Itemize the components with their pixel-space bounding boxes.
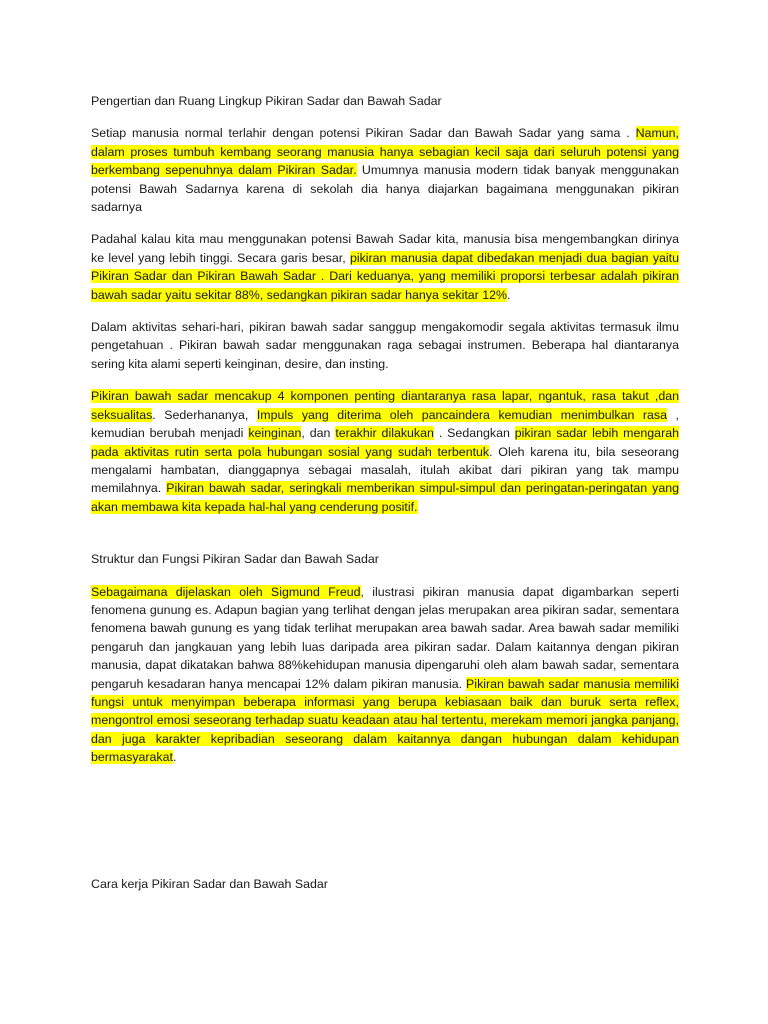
text-run: . [507, 287, 511, 302]
text-run: . Oleh karena itu, bila seseorang mengalami hambatan, dianggapnya sebagai masalah, itulah akibat dari pikiran yang tak mampu memilahnya. [91, 444, 679, 496]
highlighted-text: Pikiran bawah sadar manusia memiliki fungsi untuk menyimpan beberapa informasi yang berupa kebiasaan baik dan buruk serta reflex, mengontrol emosi seseorang terhadap suatu keadaan atau hal tertentu, merekam memori jangka panjang, dan juga karakter kepribadian seseorang dalam kaitannya dangan hubungan dalam kehidupan bermasyarakat [91, 676, 680, 765]
paragraph [91, 583, 679, 767]
section-heading-cara-kerja: Cara kerja Pikiran Sadar dan Bawah Sadar [91, 876, 328, 891]
text-run: Setiap manusia normal terlahir dengan potensi Pikiran Sadar dan Bawah Sadar yang sama . [91, 126, 636, 141]
paragraph [91, 230, 679, 304]
highlighted-text: Sebagaimana dijelaskan oleh Sigmund Freud [91, 584, 361, 599]
paragraph [91, 124, 679, 216]
text-run: . Sederhananya, [152, 407, 257, 422]
highlighted-text: pikiran manusia dapat dibedakan menjadi dua bagian yaitu Pikiran Sadar dan Pikiran Bawah Sadar . Dari keduanya, yang memiliki proporsi terbesar adalah pikiran bawah sadar yaitu sekitar 88%, sedangkan pikiran sadar hanya sekitar 12% [91, 250, 679, 302]
highlighted-text: keinginan [248, 426, 302, 441]
text-run: , ilustrasi pikiran manusia dapat digambarkan seperti fenomena gunung es. Adapun bagian yang terlihat dengan jelas merupakan area pikiran sadar, sementara fenomena bawah gunung es yang tidak terlihat merupakan area bawah sadar. Area bawah sadar memiliki pengaruh dan jangkauan yang lebih luas daripada area pikiran sadar. Dalam kaitannya dengan pikiran manusia, dapat dikatakan bahwa 88%kehidupan manusia dipengaruhi oleh alam bawah sadar, sementara pengaruh kesadaran hanya mencapai 12% dalam pikiran manusia. [91, 584, 679, 691]
highlighted-text: pikiran sadar lebih mengarah pada aktivitas rutin serta pola hubungan sosial yang sudah terbentuk [91, 426, 679, 459]
highlighted-text: Pikiran bawah sadar, seringkali memberikan simpul-simpul dan peringatan-peringatan yang akan membawa kita kepada hal-hal yang cenderung positif. [91, 481, 679, 514]
highlighted-text: Pikiran bawah sadar mencakup 4 komponen penting diantaranya rasa lapar, ngantuk, rasa takut ,dan seksualitas [91, 389, 679, 422]
text-run: . Sedangkan [433, 426, 515, 441]
section-heading-struktur: Struktur dan Fungsi Pikiran Sadar dan Bawah Sadar [91, 552, 379, 567]
text-run: Padahal kalau kita mau menggunakan potensi Bawah Sadar kita, manusia bisa mengembangkan dirinya ke level yang lebih tinggi. Secara garis besar, [91, 232, 679, 265]
highlighted-text: Namun, dalam proses tumbuh kembang seorang manusia hanya sebagian kecil saja dari seluruh potensi yang berkembang sepenuhnya dalam Pikiran Sadar. [91, 126, 679, 178]
text-run: Umumnya manusia modern tidak banyak menggunakan potensi Bawah Sadarnya karena di sekolah dia hanya diajarkan bagaimana menggunakan pikiran sadarnya [91, 163, 679, 215]
text-run: , kemudian berubah menjadi [91, 407, 679, 441]
document-content [91, 92, 679, 893]
paragraph [91, 387, 679, 516]
text-run: Dalam aktivitas sehari-hari, pikiran bawah sadar sanggup mengakomodir segala aktivitas termasuk ilmu pengetahuan . Pikiran bawah sadar menggunakan raga sebagai instrumen. Beberapa hal diantaranya sering kita alami seperti keinginan, desire, dan insting. [91, 320, 679, 371]
text-run: . [172, 750, 177, 765]
text-run: , dan [301, 426, 336, 441]
highlighted-text: Impuls yang diterima oleh pancaindera kemudian menimbulkan rasa [256, 407, 668, 422]
highlighted-text: terakhir dilakukan [335, 426, 434, 441]
paragraph [91, 318, 679, 373]
section-heading-pengertian: Pengertian dan Ruang Lingkup Pikiran Sadar dan Bawah Sadar [91, 94, 442, 108]
